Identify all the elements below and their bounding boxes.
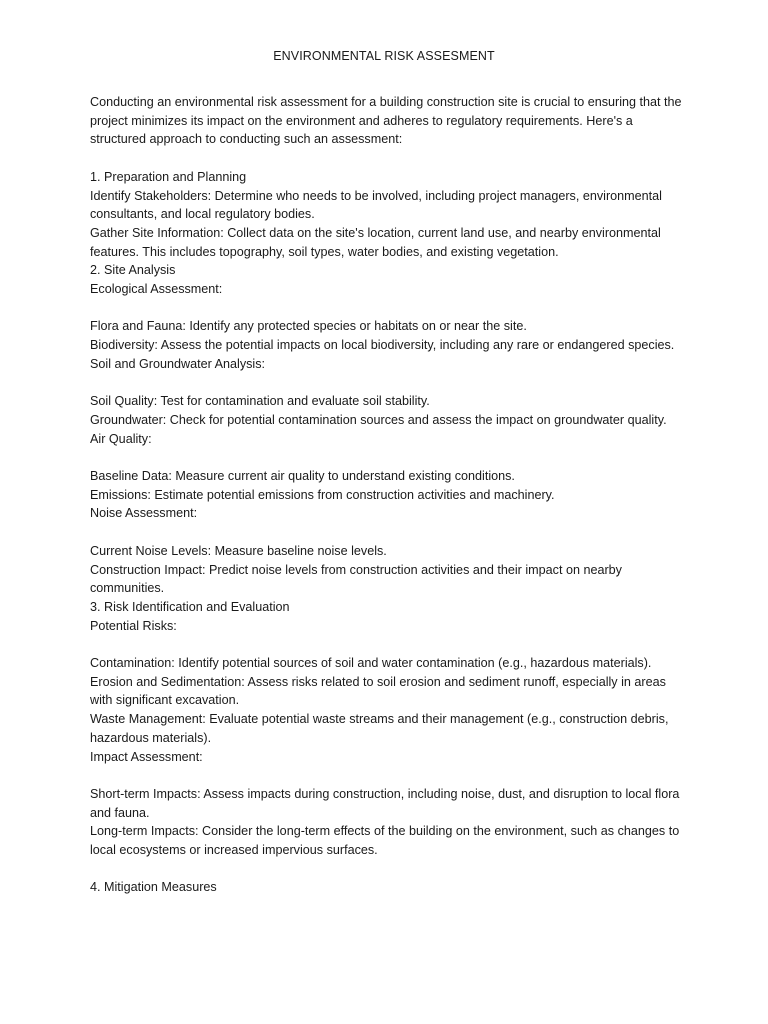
body-line: Potential Risks: xyxy=(90,618,177,633)
body-line: Flora and Fauna: Identify any protected species or habitats on or near the site. xyxy=(90,319,527,334)
body-line: Baseline Data: Measure current air quality to understand existing conditions. xyxy=(90,469,515,483)
body-line: Gather Site Information: Collect data on the site's location, current land use, and nearby environmental features. This includes topography, soil types, water bodies, and existing vegetation. xyxy=(90,225,661,259)
blank-line xyxy=(90,299,690,318)
blank-line xyxy=(90,766,690,785)
body-line: Biodiversity: Assess the potential impacts on local biodiversity, including any rare or endangered species. xyxy=(90,338,675,353)
blank-line xyxy=(90,635,690,654)
body-line: Long-term Impacts: Consider the long-term effects of the building on the environment, such as changes to local ecosystems or increased impervious surfaces. xyxy=(90,824,680,858)
document-title: ENVIRONMENTAL RISK ASSESMENT xyxy=(273,49,495,63)
body-line: Soil and Groundwater Analysis: xyxy=(90,356,266,371)
body-line: Short-term Impacts: Assess impacts during construction, including noise, dust, and disruption to local flora and fauna. xyxy=(90,786,680,820)
body-line: Groundwater: Check for potential contamination sources and assess the impact on groundwater quality. xyxy=(90,412,667,427)
body-line: Impact Assessment: xyxy=(90,749,203,764)
body-lines xyxy=(90,168,690,897)
body-line: 2. Site Analysis xyxy=(90,263,176,278)
body-line: Ecological Assessment: xyxy=(90,282,223,297)
body-line: Soil Quality: Test for contamination and evaluate soil stability. xyxy=(90,394,430,409)
body-line: 4. Mitigation Measures xyxy=(90,880,217,895)
intro-paragraph: Conducting an environmental risk assessment for a building construction site is crucial to ensuring that the project minimizes its impact on the environment and adheres to regulatory requirements. Here's a structured approach to conducting such an assessment: xyxy=(90,95,682,147)
blank-line xyxy=(90,448,690,467)
blank-line xyxy=(90,523,690,542)
body-line: 1. Preparation and Planning xyxy=(90,169,247,184)
body-line: 3. Risk Identification and Evaluation xyxy=(90,599,290,614)
body-line: Contamination: Identify potential sources of soil and water contamination (e.g., hazardous materials). xyxy=(90,656,652,670)
body-line: Construction Impact: Predict noise levels from construction activities and their impact on nearby communities. xyxy=(90,562,622,596)
body-line: Air Quality: xyxy=(90,431,152,446)
body-line: Emissions: Estimate potential emissions from construction activities and machinery. xyxy=(90,487,555,502)
blank-line xyxy=(90,860,690,879)
blank-line xyxy=(90,149,690,168)
blank-line xyxy=(90,374,690,393)
body-line: Waste Management: Evaluate potential waste streams and their management (e.g., construction debris, hazardous materials). xyxy=(90,712,669,745)
body-line: Erosion and Sedimentation: Assess risks related to soil erosion and sediment runoff, especially in areas with significant excavation. xyxy=(90,674,666,708)
document-body xyxy=(90,93,690,897)
body-line: Current Noise Levels: Measure baseline noise levels. xyxy=(90,543,387,558)
body-line: Identify Stakeholders: Determine who needs to be involved, including project managers, environmental consultants, and local regulatory bodies. xyxy=(90,188,662,222)
body-line: Noise Assessment: xyxy=(90,506,198,521)
